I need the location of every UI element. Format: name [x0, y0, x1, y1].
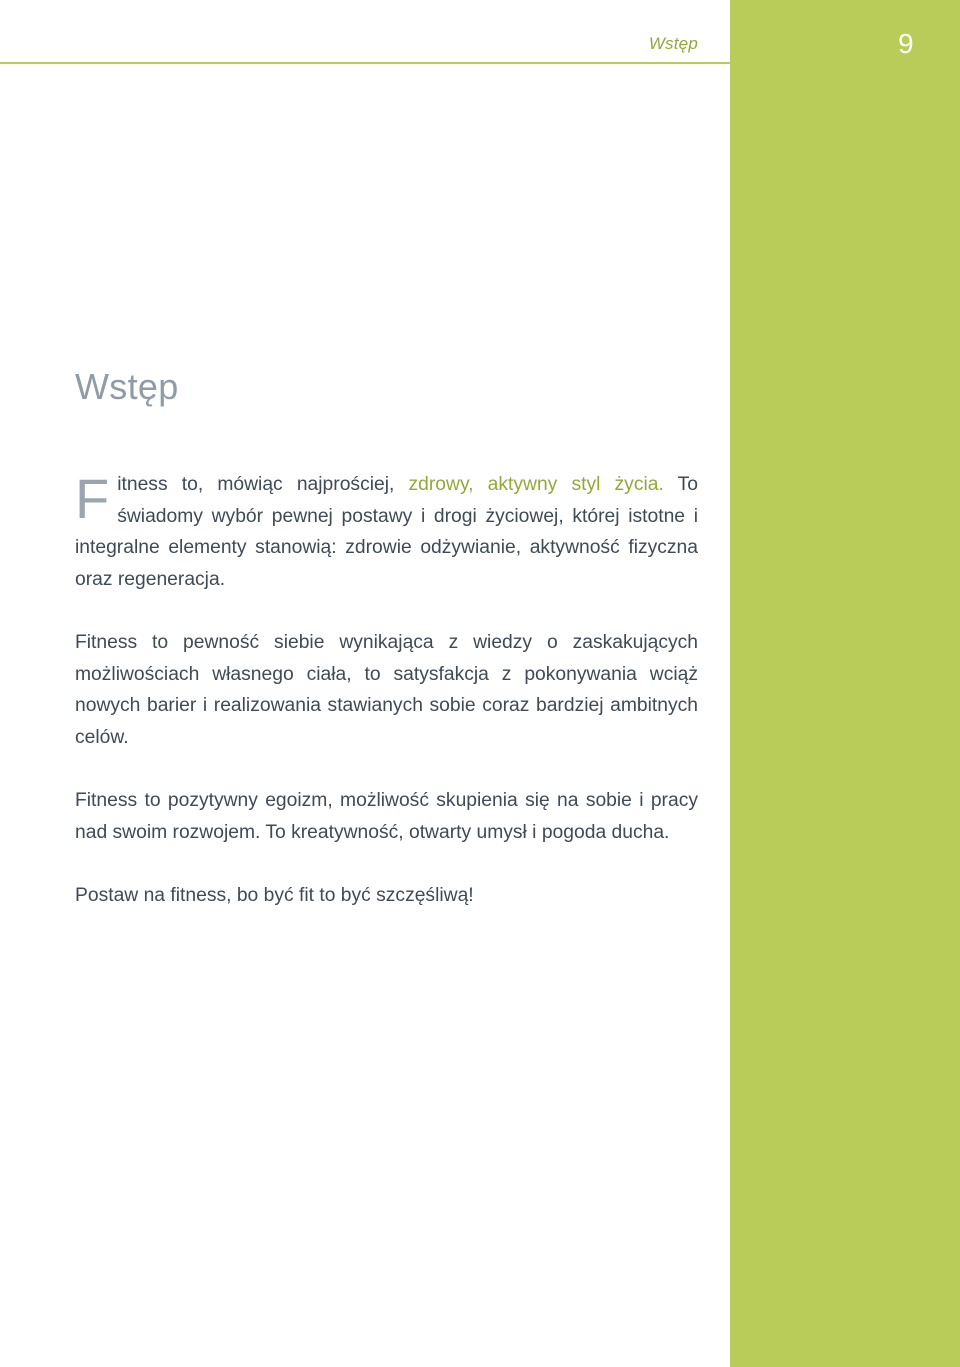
- page-number: 9: [898, 28, 914, 59]
- chapter-title: Wstęp: [75, 366, 179, 407]
- intro-paragraph: [75, 469, 698, 595]
- paragraph-4: Postaw na fitness, bo być fit to być szczęśliwą!: [75, 885, 474, 906]
- paragraph-2: Fitness to pewność siebie wynikająca z wiedzy o zaskakujących możliwościach własnego ciała, to satysfakcja z pokonywania wciąż nowych barier i realizowania stawianych sobie coraz bardziej ambitnych celów.: [75, 632, 698, 748]
- header-rule: [0, 62, 730, 64]
- paragraph-3: Fitness to pozytywny egoizm, możliwość skupienia się na sobie i pracy nad swoim rozwojem. To kreatywność, otwarty umysł i pogoda ducha.: [75, 790, 698, 843]
- drop-cap: F: [75, 467, 110, 530]
- body-text: [75, 469, 698, 912]
- side-accent-band: [730, 0, 960, 1367]
- intro-text-rest: To świadomy wybór pewnej postawy i drogi życiowej, której istotne i integralne elementy stanowią: zdrowie odżywianie, aktywność fizyczna oraz regeneracja.: [75, 474, 698, 590]
- intro-text-start: itness to, mówiąc najprościej,: [117, 474, 409, 495]
- running-head: Wstęp: [648, 34, 698, 53]
- intro-highlight: zdrowy, aktywny styl życia.: [408, 474, 664, 495]
